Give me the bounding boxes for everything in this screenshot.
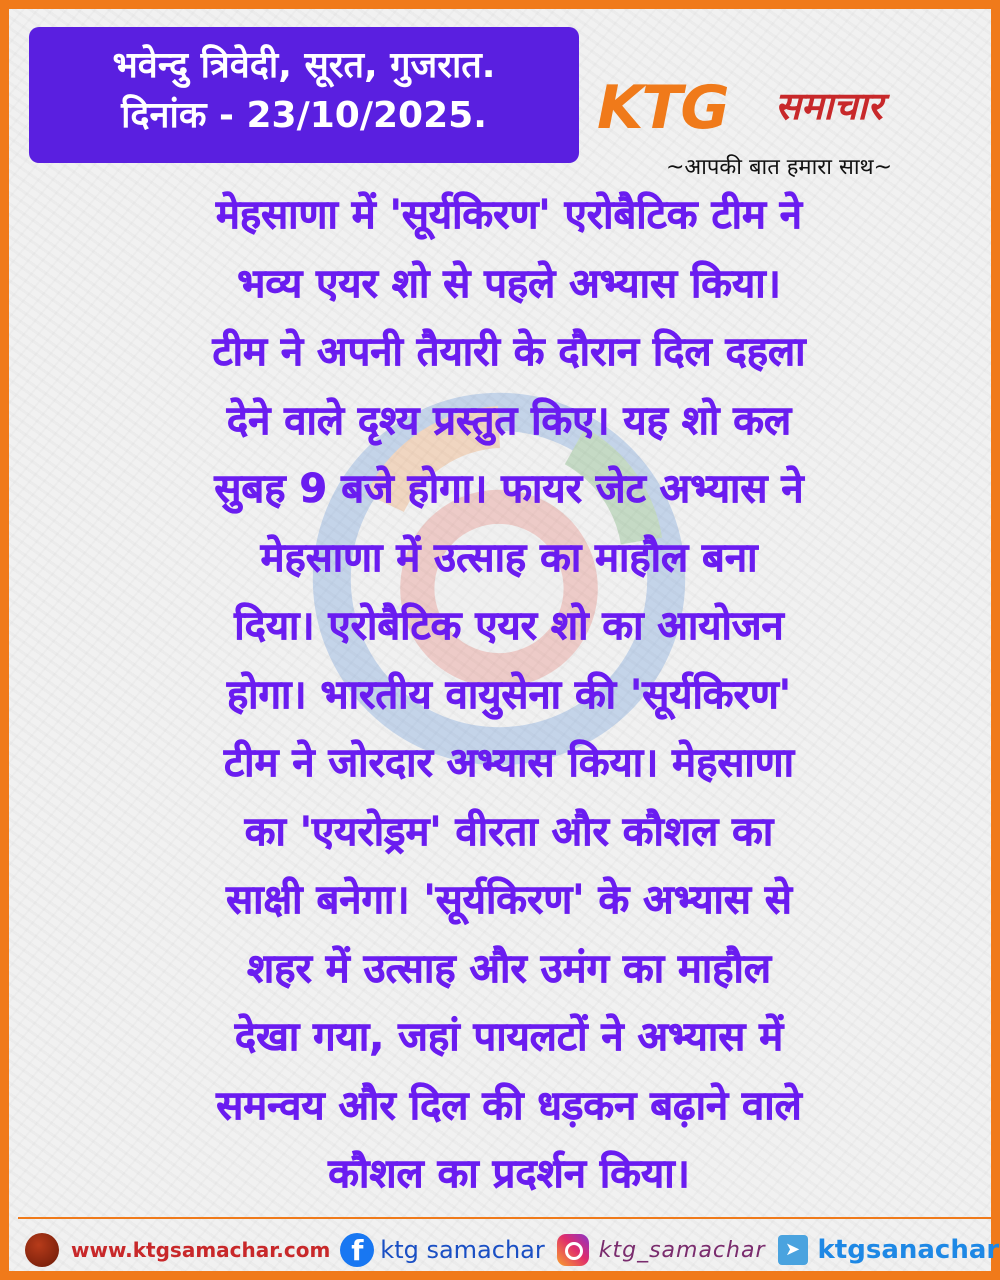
- logo-samachar: समाचार: [775, 84, 883, 128]
- article-line: मेहसाणा में उत्साह का माहौल बना: [260, 534, 758, 581]
- facebook-icon: f: [340, 1233, 374, 1267]
- telegram-text: ktgsanachar: [817, 1235, 1000, 1265]
- article-line: टीम ने जोरदार अभ्यास किया। मेहसाणा: [223, 740, 795, 786]
- instagram-icon: [557, 1234, 589, 1266]
- byline-box: [29, 27, 579, 163]
- website-link[interactable]: [25, 1233, 340, 1267]
- instagram-link[interactable]: [557, 1234, 778, 1266]
- footer-bar: [25, 1225, 1000, 1275]
- globe-icon: [25, 1233, 59, 1267]
- telegram-icon: ➤: [778, 1235, 808, 1265]
- article-line: का 'एयरोड्रम' वीरता और कौशल का: [244, 808, 774, 855]
- article-line: सुबह 9 बजे होगा। फायर जेट अभ्यास ने: [214, 466, 804, 512]
- article-line: भव्य एयर शो से पहले अभ्यास किया।: [237, 260, 781, 307]
- article-line: शहर में उत्साह और उमंग का माहौल: [247, 945, 771, 992]
- article-line: देखा गया, जहां पायलटों ने अभ्यास में: [234, 1014, 784, 1060]
- article-line: मेहसाणा में 'सूर्यकिरण' एरोबैटिक टीम ने: [215, 192, 803, 238]
- article-line: समन्वय और दिल की धड़कन बढ़ाने वाले: [216, 1082, 802, 1129]
- facebook-text: ktg samachar: [380, 1236, 545, 1264]
- telegram-link[interactable]: [778, 1235, 1000, 1265]
- instagram-text: ktg_samachar: [598, 1237, 766, 1263]
- facebook-link[interactable]: [340, 1233, 556, 1267]
- footer-divider: [18, 1217, 1000, 1219]
- article-body: [41, 181, 977, 1209]
- website-text: www.ktgsamachar.com: [71, 1238, 331, 1262]
- logo-ktg: KTG: [597, 73, 728, 143]
- article-line: दिया। एरोबैटिक एयर शो का आयोजन: [234, 603, 784, 649]
- article-line: होगा। भारतीय वायुसेना की 'सूर्यकिरण': [226, 671, 792, 718]
- article-line: टीम ने अपनी तैयारी के दौरान दिल दहला: [212, 329, 806, 375]
- brand-tagline: ~आपकी बात हमारा साथ~: [665, 155, 893, 180]
- article-line: देने वाले दृश्य प्रस्तुत किए। यह शो कल: [226, 397, 792, 444]
- article-line: कौशल का प्रदर्शन किया।: [328, 1151, 690, 1197]
- reporter-location: भवेन्दु त्रिवेदी, सूरत, गुजरात.: [112, 45, 496, 86]
- publish-date: दिनांक - 23/10/2025.: [121, 95, 487, 136]
- brand-logo: [597, 73, 969, 147]
- article-line: साक्षी बनेगा। 'सूर्यकिरण' के अभ्यास से: [226, 877, 792, 923]
